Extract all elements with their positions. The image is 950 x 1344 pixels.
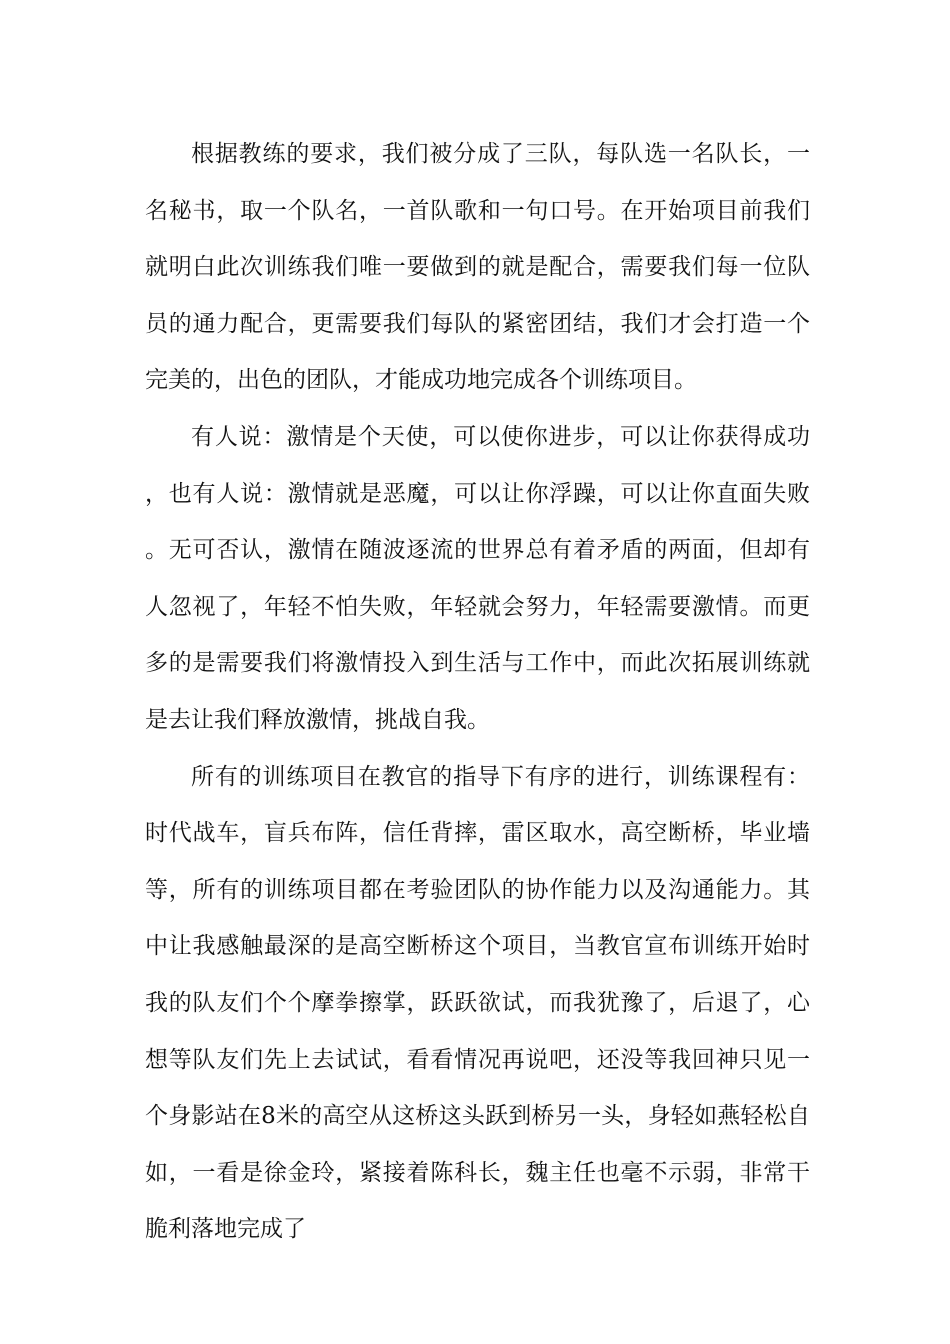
paragraph-team-division: 根据教练的要求，我们被分成了三队，每队选一名队长，一名秘书，取一个队名，一首队歌和一句口号。在开始项目前我们就明白此次训练我们唯一要做到的就是配合，需要我们每一位队员的通力配合，更需要我们每队的紧密团结，我们才会打造一个完美的，出色的团队，才能成功地完成各个训练项目。 <box>145 141 810 394</box>
paragraph-training-projects: 所有的训练项目在教官的指导下有序的进行，训练课程有：时代战车，盲兵布阵，信任背摔，雷区取水，高空断桥，毕业墙等，所有的训练项目都在考验团队的协作能力以及沟通能力。其中让我感触最深的是高空断桥这个项目，当教官宣布训练开始时我的队友们个个摩拳擦掌，跃跃欲试，而我犹豫了，后退了，心想等队友们先上去试试，看看情况再说吧，还没等我回神只见一个身影站在8米的高空从这桥这头跃到桥另一头，身轻如燕轻松自如，一看是徐金玲，紧接着陈科长，魏主任也毫不示弱，非常干脆利落地完成了 <box>145 763 810 1243</box>
paragraph-passion: 有人说：激情是个天使，可以使你进步，可以让你获得成功，也有人说：激情就是恶魔，可以让你浮躁，可以让你直面失败。无可否认，激情在随波逐流的世界总有着矛盾的两面，但却有人忽视了，年轻不怕失败，年轻就会努力，年轻需要激情。而更多的是需要我们将激情投入到生活与工作中，而此次拓展训练就是去让我们释放激情，挑战自我。 <box>145 423 810 733</box>
document-body <box>145 126 810 1258</box>
